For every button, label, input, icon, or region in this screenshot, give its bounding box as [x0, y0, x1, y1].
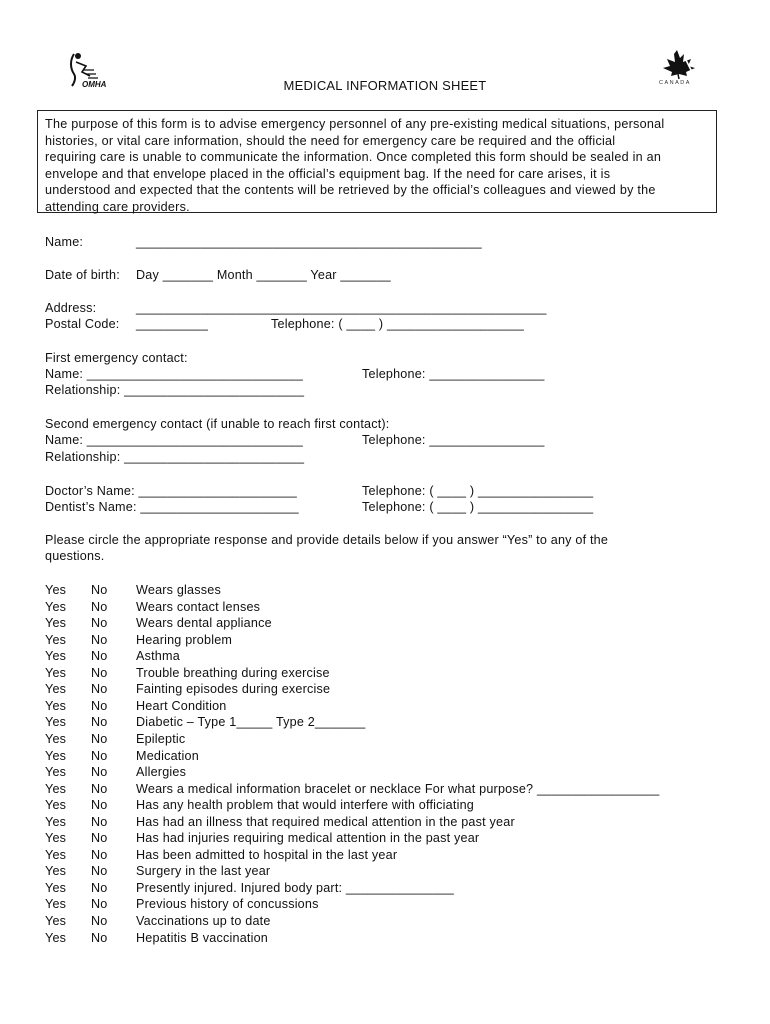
address-field[interactable]: _________________________________________________________ [136, 301, 547, 315]
question-text: Wears dental appliance [136, 616, 272, 631]
no-option[interactable]: No [91, 930, 108, 945]
no-option[interactable]: No [91, 616, 108, 631]
question-text: Asthma [136, 649, 180, 664]
doctor-name-field[interactable]: Doctor’s Name: ______________________ [45, 484, 298, 498]
no-option[interactable]: No [91, 765, 108, 780]
telephone-field[interactable]: Telephone: ( ____ ) ___________________ [271, 317, 524, 331]
no-option[interactable]: No [91, 748, 108, 763]
yes-option[interactable]: Yes [45, 798, 67, 813]
no-option[interactable]: No [91, 781, 108, 796]
question-text: Diabetic – Type 1_____ Type 2_______ [136, 715, 366, 730]
no-option[interactable]: No [91, 914, 108, 928]
question-text: Wears glasses [136, 583, 221, 597]
no-option[interactable]: No [91, 682, 108, 697]
no-option[interactable]: No [91, 864, 108, 879]
purpose-line: requiring care is unable to communicate the information. Once completed this form should be sealed in an [45, 150, 662, 164]
no-option[interactable]: No [91, 632, 108, 647]
yes-option[interactable]: Yes [45, 731, 67, 746]
yes-option[interactable]: Yes [45, 814, 67, 829]
name-field[interactable]: ________________________________________________ [136, 235, 482, 249]
dentist-telephone-field[interactable]: Telephone: ( ____ ) ________________ [362, 500, 594, 514]
question-text: Vaccinations up to date [136, 914, 271, 928]
question-text: Has had injuries requiring medical attention in the past year [136, 831, 480, 846]
dentist-name-field[interactable]: Dentist’s Name: ______________________ [45, 500, 299, 514]
yes-option[interactable]: Yes [45, 897, 67, 912]
no-option[interactable]: No [91, 715, 108, 730]
postal-code-field[interactable]: __________ [136, 317, 209, 331]
purpose-line: attending care providers. [45, 199, 190, 214]
no-option[interactable]: No [91, 583, 108, 597]
no-option[interactable]: No [91, 599, 108, 614]
yes-option[interactable]: Yes [45, 914, 67, 928]
question-text: Has been admitted to hospital in the last year [136, 847, 398, 862]
question-text: Allergies [136, 765, 187, 780]
purpose-line: understood and expected that the contents will be retrieved by the official’s colleagues and viewed by the [45, 183, 656, 197]
address-label: Address: [45, 301, 97, 315]
canada-wordmark: CANADA [659, 80, 691, 86]
dob-field[interactable]: Day _______ Month _______ Year _______ [136, 268, 391, 282]
purpose-line: The purpose of this form is to advise emergency personnel of any pre-existing medical situations, personal [45, 117, 665, 131]
question-text: Presently injured. Injured body part: _______________ [136, 880, 454, 895]
yes-option[interactable]: Yes [45, 599, 67, 614]
second-contact-relationship-field[interactable]: Relationship: _________________________ [45, 450, 305, 464]
instructions-line: Please circle the appropriate response and provide details below if you answer “Yes” to any of the [45, 533, 609, 547]
no-option[interactable]: No [91, 880, 108, 895]
second-contact-heading: Second emergency contact (if unable to reach first contact): [45, 417, 390, 431]
no-option[interactable]: No [91, 665, 108, 680]
doctor-telephone-field[interactable]: Telephone: ( ____ ) ________________ [362, 484, 594, 498]
question-text: Surgery in the last year [136, 864, 271, 879]
no-option[interactable]: No [91, 731, 108, 746]
page-title: MEDICAL INFORMATION SHEET [283, 78, 487, 93]
question-text: Medication [136, 748, 199, 763]
purpose-line: envelope and that envelope placed in the official’s equipment bag. If the need for care arises, it is [45, 166, 611, 181]
question-text: Has had an illness that required medical attention in the past year [136, 814, 515, 829]
no-option[interactable]: No [91, 698, 108, 713]
yes-option[interactable]: Yes [45, 682, 67, 697]
question-text: Wears a medical information bracelet or necklace For what purpose? _________________ [136, 781, 660, 796]
question-text: Has any health problem that would interfere with officiating [136, 798, 474, 813]
no-option[interactable]: No [91, 831, 108, 846]
yes-option[interactable]: Yes [45, 831, 67, 846]
purpose-line: histories, or vital care information, should the need for emergency care be required and the official [45, 133, 616, 148]
yes-option[interactable]: Yes [45, 698, 67, 713]
maple-leaf-icon [655, 48, 705, 80]
question-text: Previous history of concussions [136, 897, 319, 912]
second-contact-telephone-field[interactable]: Telephone: ________________ [362, 433, 545, 447]
first-contact-telephone-field[interactable]: Telephone: ________________ [362, 367, 545, 381]
yes-option[interactable]: Yes [45, 880, 67, 895]
svg-text:OMHA: OMHA [82, 80, 107, 89]
first-contact-heading: First emergency contact: [45, 351, 188, 365]
instructions-line: questions. [45, 549, 105, 563]
dob-label: Date of birth: [45, 268, 120, 282]
yes-option[interactable]: Yes [45, 781, 67, 796]
yes-option[interactable]: Yes [45, 632, 67, 647]
question-text: Hepatitis B vaccination [136, 930, 269, 945]
name-label: Name: [45, 235, 84, 249]
yes-option[interactable]: Yes [45, 583, 67, 597]
postal-code-label: Postal Code: [45, 317, 120, 331]
yes-option[interactable]: Yes [45, 930, 67, 945]
second-contact-name-field[interactable]: Name: ______________________________ [45, 433, 303, 447]
no-option[interactable]: No [91, 814, 108, 829]
first-contact-relationship-field[interactable]: Relationship: _________________________ [45, 383, 305, 397]
yes-option[interactable]: Yes [45, 665, 67, 680]
no-option[interactable]: No [91, 649, 108, 664]
no-option[interactable]: No [91, 847, 108, 862]
yes-option[interactable]: Yes [45, 864, 67, 879]
question-text: Fainting episodes during exercise [136, 682, 331, 697]
question-text: Heart Condition [136, 698, 227, 713]
purpose-statement [37, 110, 717, 213]
question-text: Epileptic [136, 731, 186, 746]
yes-option[interactable]: Yes [45, 649, 67, 664]
question-text: Hearing problem [136, 632, 233, 647]
yes-option[interactable]: Yes [45, 748, 67, 763]
yes-option[interactable]: Yes [45, 715, 67, 730]
no-option[interactable]: No [91, 798, 108, 813]
no-option[interactable]: No [91, 897, 108, 912]
yes-option[interactable]: Yes [45, 847, 67, 862]
yes-option[interactable]: Yes [45, 616, 67, 631]
yes-option[interactable]: Yes [45, 765, 67, 780]
question-text: Trouble breathing during exercise [136, 665, 330, 680]
first-contact-name-field[interactable]: Name: ______________________________ [45, 367, 303, 381]
question-text: Wears contact lenses [136, 599, 261, 614]
